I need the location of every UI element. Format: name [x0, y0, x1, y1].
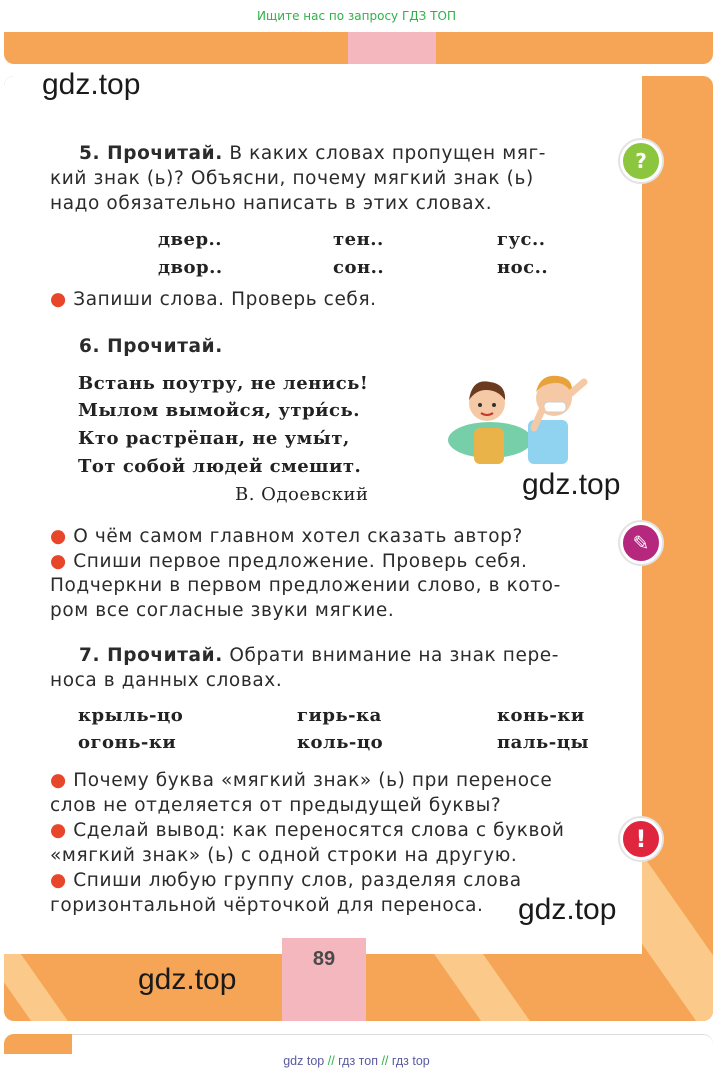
bullet: ● — [50, 526, 67, 547]
bullet: ● — [50, 770, 67, 791]
footer-link[interactable]: gdz top — [283, 1054, 325, 1068]
ex5-text-1: В каких словах пропущен мяг- — [229, 143, 547, 164]
ex7-word: конь-ки — [497, 705, 585, 726]
watermark: gdz.top — [522, 468, 621, 501]
ex7-task3-line2: горизонтальной чёрточкой для переноса. — [50, 895, 484, 916]
bullet: ● — [50, 551, 67, 572]
ex6-task2 — [50, 551, 527, 572]
boys-illustration — [432, 368, 602, 468]
ex7-word: гирь-ка — [297, 705, 382, 726]
bullet: ● — [50, 289, 67, 310]
footer-separator: // — [381, 1054, 389, 1068]
footer-links — [0, 1054, 713, 1068]
ex7-word: паль-цы — [497, 732, 590, 753]
ex7-word: крыль-цо — [78, 705, 184, 726]
watermark: gdz.top — [42, 68, 141, 101]
pen-icon: ✎ — [620, 522, 662, 564]
ex7-task3-text: Спиши любую группу слов, разделяя слова — [73, 870, 522, 891]
footer-link[interactable]: гдз топ — [338, 1054, 378, 1068]
footer-link[interactable]: гдз top — [391, 1054, 430, 1068]
ex7-word: коль-цо — [297, 732, 384, 753]
ex7-task2 — [50, 820, 565, 841]
ex7-task2-text: Сделай вывод: как переносятся слова с буквой — [73, 820, 565, 841]
ex5-word: гус.. — [497, 229, 546, 250]
ex7-task3 — [50, 870, 522, 891]
ex7-task1 — [50, 770, 552, 791]
next-page-tab — [4, 1034, 72, 1054]
poem-author: В. Одоевский — [235, 484, 369, 505]
poem-line: Мылом вымойся, утри́сь. — [78, 400, 360, 421]
bullet: ● — [50, 820, 67, 841]
ex7-line1 — [79, 645, 559, 666]
ex7-text-2: носа в данных словах. — [50, 670, 283, 691]
ex6-title: 6. Прочитай. — [79, 336, 223, 357]
previous-page-edge — [4, 32, 713, 64]
ex6-task2-line3: ром все согласные звуки мягкие. — [50, 600, 395, 621]
watermark: gdz.top — [138, 963, 237, 996]
ex6-task1-text: О чём самом главном хотел сказать автор? — [73, 526, 523, 547]
poem-line: Встань поутру, не ленись! — [78, 373, 369, 394]
ex7-word: огонь-ки — [78, 732, 177, 753]
poem-line: Тот собой людей смешит. — [78, 456, 362, 477]
ex6-task2-line2: Подчеркни в первом предложении слово, в кото- — [50, 575, 561, 596]
ex5-title: 5. Прочитай. — [79, 143, 223, 164]
exclamation-icon: ! — [620, 818, 662, 860]
ex5-text-3: надо обязательно написать в этих словах. — [50, 193, 493, 214]
ex7-title: 7. Прочитай. — [79, 645, 223, 666]
ex5-text-2: кий знак (ь)? Объясни, почему мягкий знак (ь) — [50, 168, 534, 189]
watermark: gdz.top — [518, 893, 617, 926]
page-number: 89 — [312, 948, 336, 970]
footer-separator: // — [327, 1054, 335, 1068]
top-banner[interactable]: Ищите нас по запросу ГДЗ ТОП — [0, 0, 713, 32]
ex7-task1-line2: слов не отделяется от предыдущей буквы? — [50, 795, 502, 816]
ex7-text-1: Обрати внимание на знак пере- — [229, 645, 560, 666]
poem-line: Кто растрёпан, не умы́т, — [78, 428, 350, 449]
ex6-task2-text: Спиши первое предложение. Проверь себя. — [73, 551, 528, 572]
bullet: ● — [50, 870, 67, 891]
ex5-line1 — [79, 143, 546, 164]
ex5-word: нос.. — [497, 257, 549, 278]
question-icon: ? — [620, 140, 662, 182]
ex5-word: тен.. — [333, 229, 384, 250]
ex5-word: сон.. — [333, 257, 385, 278]
ex6-task1 — [50, 526, 523, 547]
ex5-task — [50, 289, 377, 310]
ex7-task2-line2: «мягкий знак» (ь) с одной строки на другую. — [50, 845, 518, 866]
ex5-word: двор.. — [158, 257, 223, 278]
ex7-task1-text: Почему буква «мягкий знак» (ь) при переносе — [73, 770, 553, 791]
previous-page-tab — [348, 32, 436, 64]
ex5-task-text: Запиши слова. Проверь себя. — [73, 289, 377, 310]
ex5-word: двер.. — [158, 229, 223, 250]
